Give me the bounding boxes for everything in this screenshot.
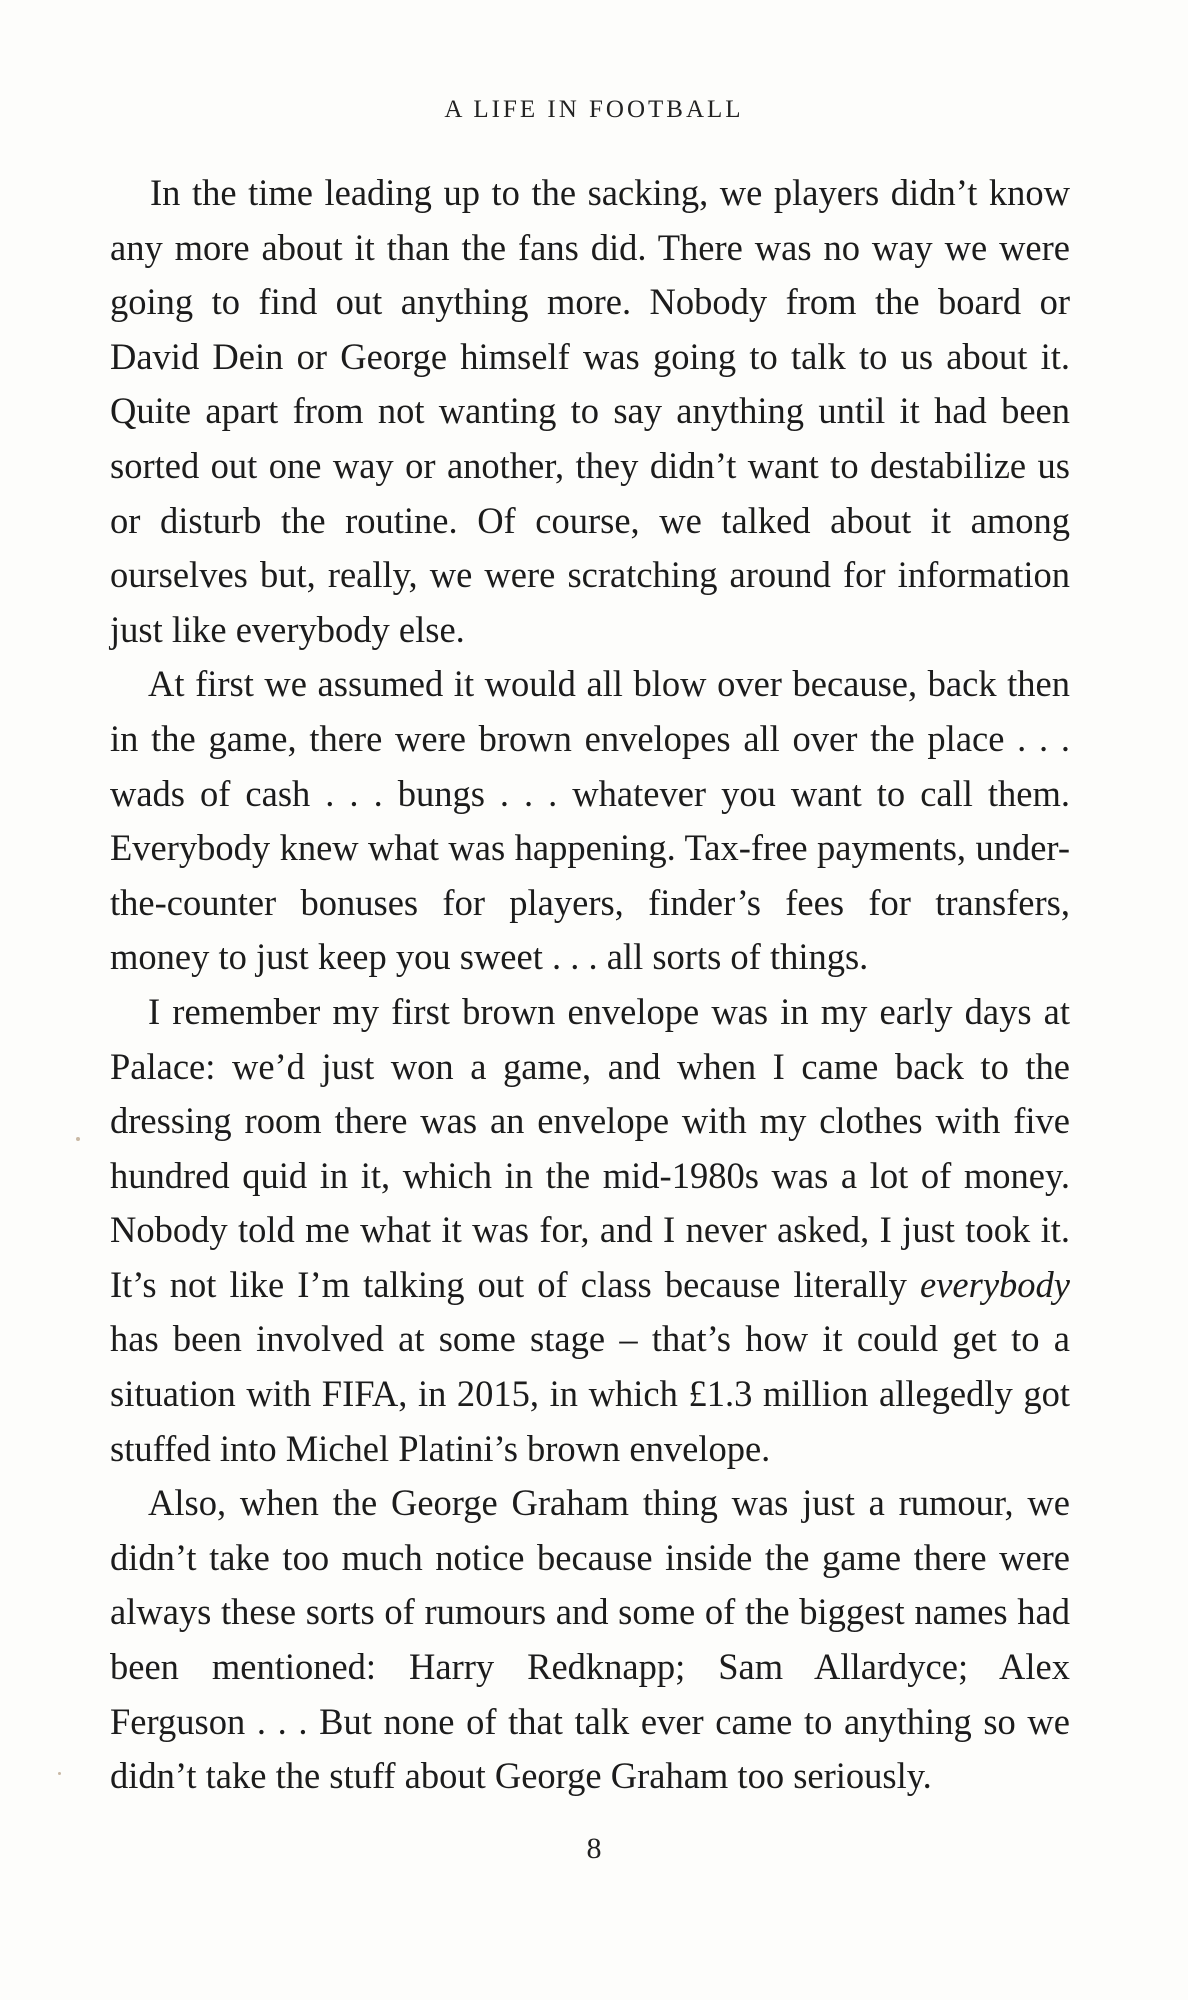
paragraph-1: In the time leading up to the sacking, we players didn’t know any more about it than the fans did. There was no way we were going to find out anything more. Nobody from the board or David Dein or George himself was going to talk to us about it. Quite apart from not wanting to say anything until it had been sorted out one way or another, they didn’t want to destabilize us or disturb the routine. Of course, we talked about it among ourselves but, really, we were scratching around for information just like everybody else. <box>110 172 1070 650</box>
paper-speck <box>58 1772 61 1775</box>
paragraph-3-text-b: has been involved at some stage – that’s how it could get to a situation with FIFA, in 2015, in which £1.3 million allegedly got stuffed into Michel Platini’s brown envelope. <box>110 1318 1070 1469</box>
running-head: A LIFE IN FOOTBALL <box>444 96 744 123</box>
paragraph-2: At first we assumed it would all blow over because, back then in the game, there were brown envelopes all over the place . . . wads of cash . . . bungs . . . whatever you want to call them. Everybody knew what was happening. Tax-free payments, under-the-counter bonuses for players, finder’s fees for transfers, money to just keep you sweet . . . all sorts of things. <box>110 663 1070 978</box>
page-number: 8 <box>586 1832 602 1865</box>
body-text <box>110 166 1070 1804</box>
paper-speck <box>76 1137 80 1141</box>
paragraph-3 <box>110 985 1070 1476</box>
paragraph-4: Also, when the George Graham thing was just a rumour, we didn’t take too much notice because inside the game there were always these sorts of rumours and some of the biggest names had been mentioned: Harry Redknapp; Sam Allardyce; Alex Ferguson . . . But none of that talk ever came to anything so we didn’t take the stuff about George Graham too seriously. <box>110 1482 1070 1797</box>
emphasis-everybody: everybody <box>920 1263 1070 1305</box>
paragraph-3-text-a: I remember my first brown envelope was in my early days at Palace: we’d just won a game, and when I came back to the dressing room there was an envelope with my clothes with five hundred quid in it, which in the mid-1980s was a lot of money. Nobody told me what it was for, and I never asked, I just took it. It’s not like I’m talking out of class because literally <box>110 990 1070 1305</box>
